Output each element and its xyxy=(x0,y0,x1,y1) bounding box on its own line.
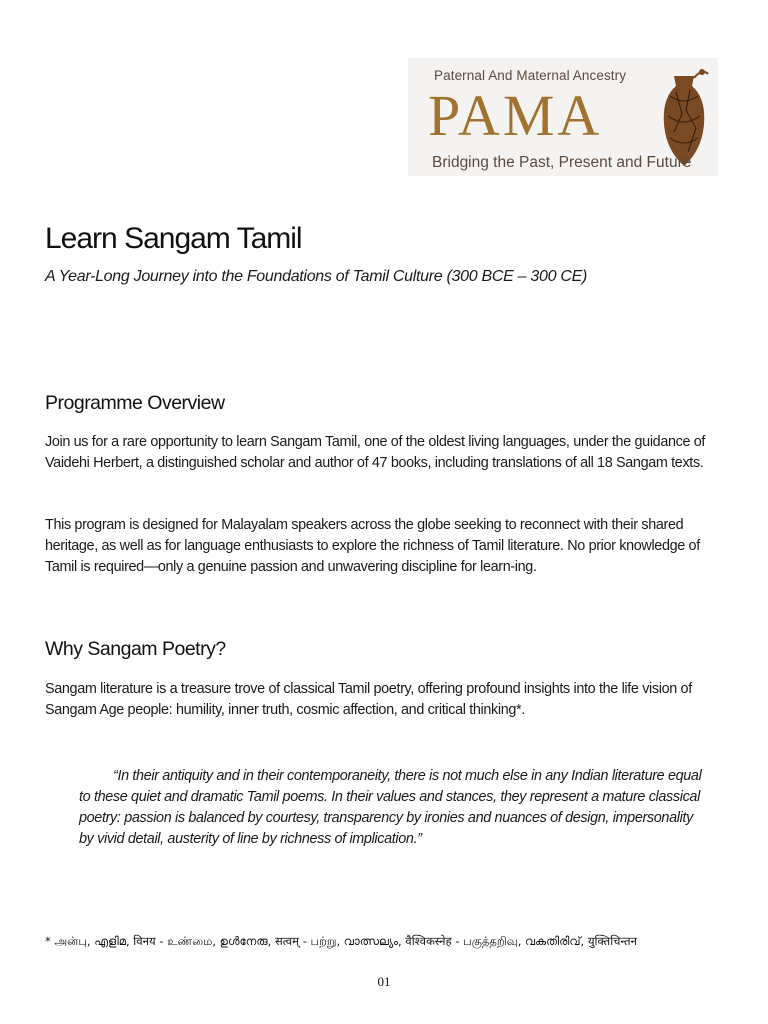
overview-heading: Programme Overview xyxy=(45,392,225,414)
logo-tagline-bottom: Bridging the Past, Present and Future xyxy=(432,154,692,171)
pama-logo xyxy=(408,58,718,176)
footnote: * அன்பு, എളിമ, विनय - உண்மை, ഉൾനേരു, सत्वम् - பற்று, വാത്സല്യം, वैश्विकस्नेह - பகுத்தறிவு, വകതിരിവ്, युक्तिचिन्तन xyxy=(45,934,637,948)
why-heading: Why Sangam Poetry? xyxy=(45,638,226,660)
overview-paragraph-1: Join us for a rare opportunity to learn Sangam Tamil, one of the oldest living languages, under the guidance of Vaidehi Herbert, a distinguished scholar and author of 47 books, including translations of all 18 Sangam texts. xyxy=(45,434,706,471)
why-paragraph: Sangam literature is a treasure trove of classical Tamil poetry, offering profound insights into the life vision of Sangam Age people: humility, inner truth, cosmic affection, and critical thinking*. xyxy=(45,681,692,718)
blockquote: “In their antiquity and in their contemporaneity, there is not much else in any Indian literature equal to these quiet and dramatic Tamil poems. In their values and stances, they represent a mature classical poetry: passion is balanced by courtesy, transparency by ironies and nuances of design, impersonality by vivid detail, austerity of line by richness of implication.” xyxy=(79,768,702,847)
logo-tagline-top: Paternal And Maternal Ancestry xyxy=(434,68,627,83)
page-title: Learn Sangam Tamil xyxy=(45,222,302,255)
page-subtitle: A Year-Long Journey into the Foundations of Tamil Culture (300 BCE – 300 CE) xyxy=(45,268,587,285)
overview-paragraph-2: This program is designed for Malayalam speakers across the globe seeking to reconnect with their shared heritage, as well as for language enthusiasts to explore the richness of Tamil literature. No prior knowledge of Tamil is required—only a genuine passion and unwavering discipline for learn-ing. xyxy=(45,517,700,575)
logo-wordmark: PAMA xyxy=(428,83,603,148)
page-number: 01 xyxy=(377,974,391,989)
